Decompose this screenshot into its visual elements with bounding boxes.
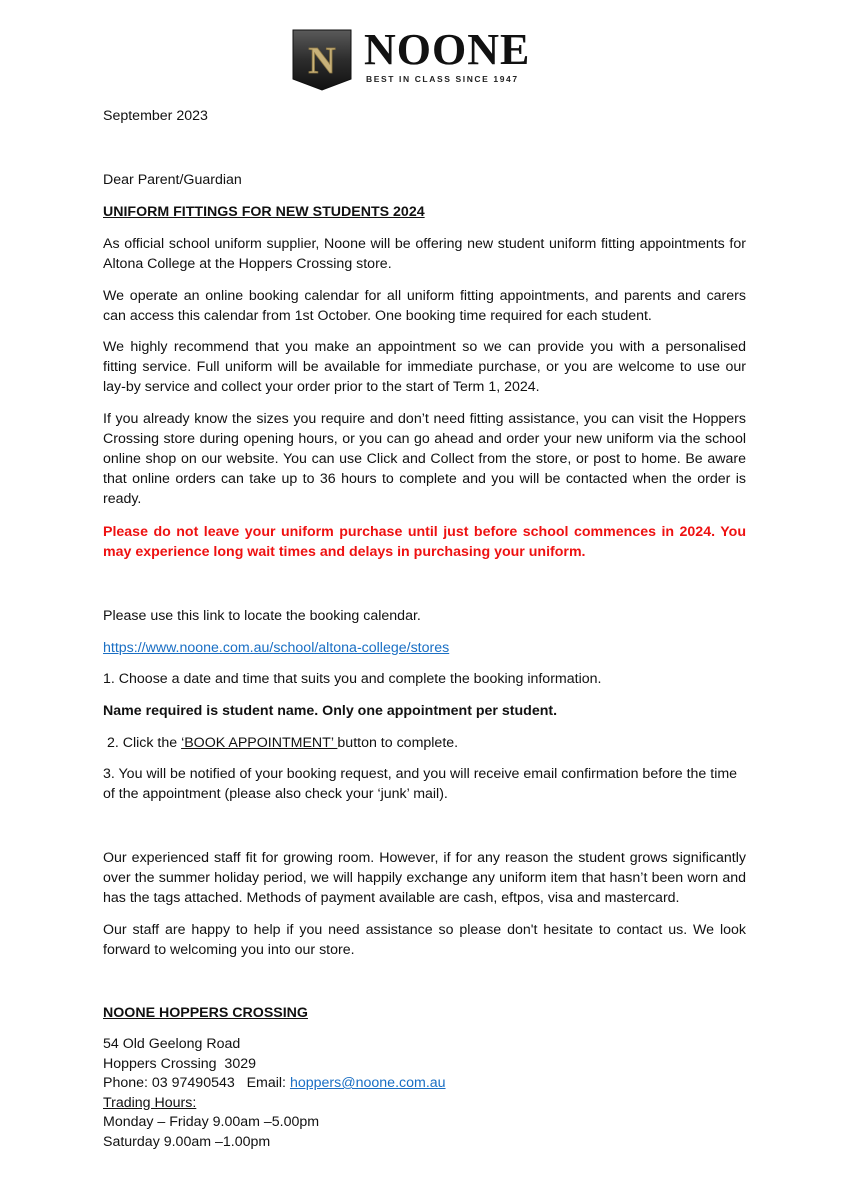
store-email-link[interactable]: hoppers@noone.com.au: [289, 1075, 446, 1091]
step-2-prefix: 2. Click the: [103, 735, 182, 751]
step-2: [103, 733, 746, 753]
phone-label: Phone: 03 97490543 Email:: [103, 1075, 290, 1091]
brand-tagline: BEST IN CLASS SINCE 1947: [366, 74, 519, 84]
book-appointment-reference: ‘BOOK APPOINTMENT’: [181, 735, 338, 751]
paragraph-online-shop: If you already know the sizes you require and don’t need fitting assistance, you can visit the Hoppers Crossing store during opening hours, or you can go ahead and order your new uniform via the school online shop on our website. You can use Click and Collect from the store, or post to home. Be aware that online orders can take up to 36 hours to complete and you will be contacted when the order is ready.: [103, 411, 746, 507]
warning-notice: Please do not leave your uniform purchase until just before school commences in 2024. You may experience long wait times and delays in purchasing your uniform.: [103, 524, 746, 560]
letter-heading: UNIFORM FITTINGS FOR NEW STUDENTS 2024: [103, 204, 425, 220]
paragraph-booking-calendar: We operate an online booking calendar for all uniform fitting appointments, and parents and carers can access this calendar from 1st October. One booking time required for each student.: [103, 288, 746, 324]
noone-logo: [292, 25, 531, 93]
trading-hours-label: Trading Hours:: [103, 1094, 197, 1111]
brand-name: NOONE: [364, 25, 531, 74]
store-title: NOONE HOPPERS CROSSING: [103, 1005, 308, 1021]
salutation: Dear Parent/Guardian: [103, 172, 242, 188]
paragraph-recommendation: We highly recommend that you make an appointment so we can provide you with a personalised fitting service. Full uniform will be available for immediate purchase, or you are welcome to use our lay-by service and collect your order prior to the start of Term 1, 2024.: [103, 339, 746, 395]
paragraph-intro: As official school uniform supplier, Noone will be offering new student uniform fitting appointments for Altona College at the Hoppers Crossing store.: [103, 236, 746, 272]
step-1: 1. Choose a date and time that suits you and complete the booking information.: [103, 671, 602, 687]
store-contact-line: [103, 1074, 746, 1094]
hours-saturday: Saturday 9.00am –1.00pm: [103, 1133, 271, 1150]
name-requirement-note: Name required is student name. Only one appointment per student.: [103, 703, 558, 719]
step-2-suffix: button to complete.: [337, 735, 459, 751]
paragraph-growing-room: Our experienced staff fit for growing room. However, if for any reason the student grows significantly over the summer holiday period, we will happily exchange any uniform item that hasn’t been worn and has the tags attached. Methods of payment available are cash, eftpos, visa and mastercard.: [103, 850, 746, 906]
store-address-line-1: 54 Old Geelong Road: [103, 1036, 241, 1052]
store-details: [103, 1035, 746, 1152]
paragraph-closing: Our staff are happy to help if you need assistance so please don't hesitate to contact us. We look forward to welcoming you into our store.: [103, 922, 746, 958]
svg-text:N: N: [308, 40, 336, 82]
store-address-line-2: Hoppers Crossing 3029: [103, 1055, 256, 1072]
hours-weekday: Monday – Friday 9.00am –5.00pm: [103, 1114, 320, 1130]
link-intro: Please use this link to locate the booking calendar.: [103, 608, 421, 624]
booking-calendar-link[interactable]: https://www.noone.com.au/school/altona-college/stores: [103, 640, 450, 656]
letter-date: September 2023: [103, 108, 208, 124]
shield-monogram-icon: [292, 29, 352, 91]
step-3: 3. You will be notified of your booking request, and you will receive email confirmation before the time of the appointment (please also check your ‘junk’ mail).: [103, 766, 738, 802]
